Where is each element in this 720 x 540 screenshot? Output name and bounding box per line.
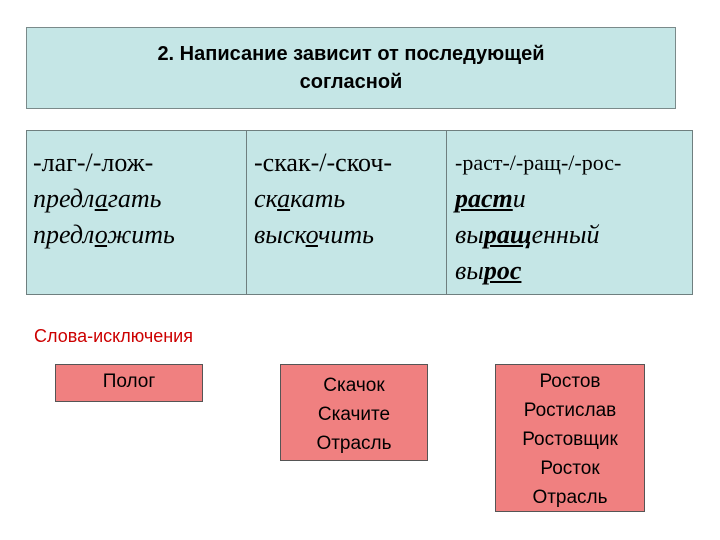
exception-word: Полог: [102, 371, 156, 392]
column-lag-lozh: [27, 131, 247, 294]
root-vowel: а: [94, 184, 108, 213]
example-word: скакать: [254, 184, 346, 213]
exception-word: Скачите: [317, 404, 391, 425]
title-line-1: 2. Написание зависит от последующей: [157, 43, 545, 65]
title-box: [26, 27, 676, 109]
example-word: вырос: [455, 256, 522, 285]
column-head: -раст-/-ращ-/-рос-: [455, 150, 622, 175]
exceptions-label: Слова-исключения: [34, 326, 193, 346]
example-word: предлагать: [33, 184, 162, 213]
example-word: выскочить: [254, 220, 374, 249]
exception-box-lag: [55, 364, 203, 402]
root-vowel: о: [305, 220, 318, 249]
exception-box-skak: [280, 364, 428, 461]
root-vowel: а: [277, 184, 291, 213]
example-word: расти: [455, 184, 526, 213]
column-skak-skoch: [247, 131, 447, 294]
exception-word: Отрасль: [316, 433, 392, 454]
exception-word: Ростов: [539, 371, 601, 392]
example-word: выращенный: [455, 220, 600, 249]
column-head: -скак-/-скоч-: [254, 148, 393, 177]
root-vowel: о: [94, 220, 108, 249]
root-part: ращ: [483, 220, 532, 249]
exception-box-rast: [495, 364, 645, 512]
title-line-2: согласной: [299, 71, 403, 93]
exception-word: Ростислав: [523, 400, 617, 421]
column-head: -лаг-/-лож-: [33, 148, 154, 177]
example-word: предложить: [33, 220, 175, 249]
column-rast-rashch-ros: [447, 131, 692, 294]
exception-word: Скачок: [323, 375, 385, 396]
exception-word: Росток: [540, 458, 600, 479]
rule-table: [26, 130, 693, 295]
exception-word: Ростовщик: [522, 429, 618, 450]
exception-word: Отрасль: [532, 487, 608, 508]
root-part: рос: [483, 256, 522, 285]
root-part: раст: [455, 184, 513, 213]
